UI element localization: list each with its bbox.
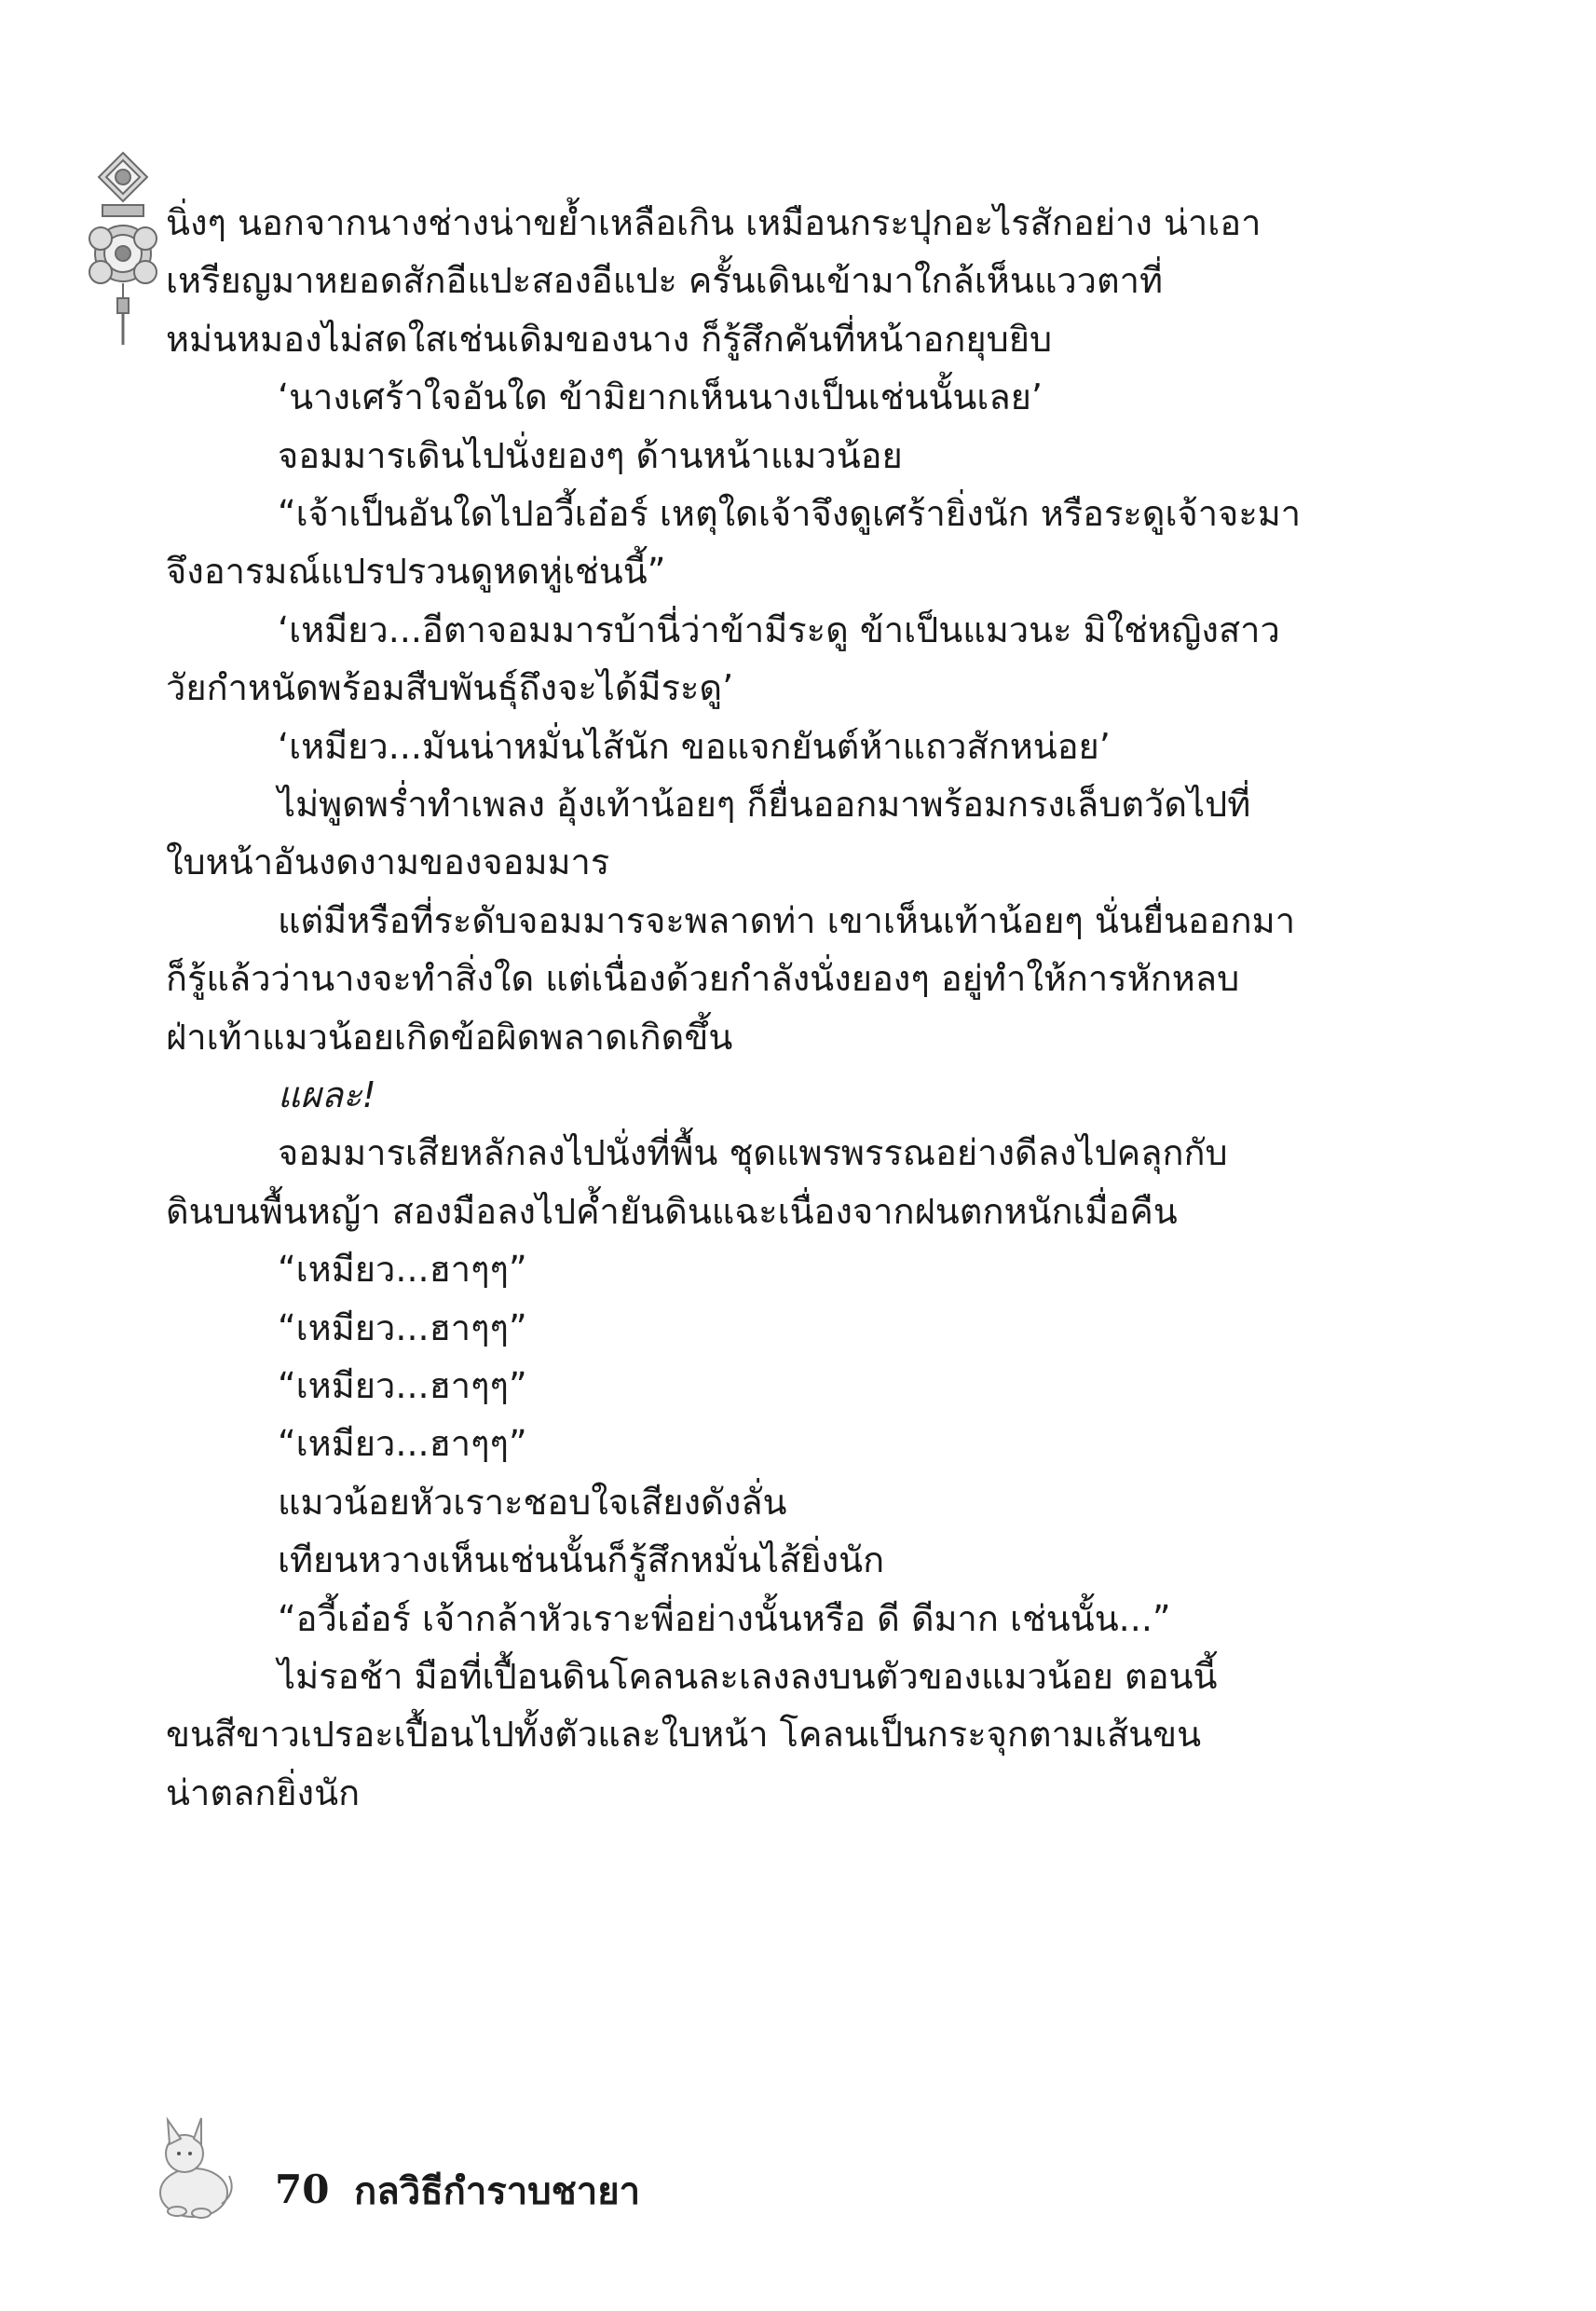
ornamental-seal-icon — [67, 149, 179, 349]
text-line: หม่นหมองไม่สดใสเช่นเดิมของนาง ก็รู้สึกคันที่หน้าอกยุบยิบ — [166, 319, 1053, 360]
text-line: น่าตลกยิ่งนัก — [166, 1772, 361, 1813]
text-line: “อวี้เอ๋อร์ เจ้ากล้าหัวเราะพี่อย่างนั้นหรือ ดี ดีมาก เช่นนั้น...” — [278, 1598, 1171, 1639]
text-line: จึงอารมณ์แปรปรวนดูหดหู่เช่นนี้” — [166, 551, 666, 592]
text-line: ไม่รอช้า มือที่เปื้อนดินโคลนละเลงลงบนตัวของแมวน้อย ตอนนี้ — [278, 1656, 1218, 1697]
text-line: แมวน้อยหัวเราะชอบใจเสียงดังลั่น — [278, 1482, 787, 1523]
text-line: จอมมารเสียหลักลงไปนั่งที่พื้น ชุดแพรพรรณอย่างดีลงไปคลุกกับ — [278, 1132, 1228, 1173]
text-line: “เหมียว...ฮาๆๆ” — [278, 1423, 527, 1464]
page-number: 70 — [275, 2167, 330, 2212]
text-line: นิ่งๆ นอกจากนางช่างน่าขย้ำเหลือเกิน เหมือนกระปุกอะไรสักอย่าง น่าเอา — [166, 202, 1262, 243]
text-line: แผละ! — [278, 1074, 376, 1115]
text-line: “เหมียว...ฮาๆๆ” — [278, 1307, 527, 1348]
text-line: เหรียญมาหยอดสักอีแปะสองอีแปะ ครั้นเดินเข้ามาใกล้เห็นแววตาที่ — [166, 260, 1164, 301]
text-line: ‘เหมียว...มันน่าหมั่นไส้นัก ขอแจกยันต์ห้าแถวสักหน่อย’ — [278, 726, 1111, 767]
text-line: ขนสีขาวเปรอะเปื้อนไปทั้งตัวและใบหน้า โคลนเป็นกระจุกตามเส้นขน — [166, 1714, 1202, 1755]
book-title: กลวิธีกำราบชายา — [354, 2170, 641, 2213]
cat-illustration-icon — [140, 2111, 242, 2222]
text-line: ‘นางเศร้าใจอันใด ข้ามิยากเห็นนางเป็นเช่นนั้นเลย’ — [278, 376, 1044, 417]
text-line: “เหมียว...ฮาๆๆ” — [278, 1249, 527, 1290]
page-footer — [140, 2111, 699, 2222]
text-line: เทียนหวางเห็นเช่นนั้นก็รู้สึกหมั่นไส้ยิ่งนัก — [278, 1539, 885, 1580]
text-line: วัยกำหนัดพร้อมสืบพันธุ์ถึงจะได้มีระดู’ — [166, 667, 734, 708]
text-line: ‘เหมียว...อีตาจอมมารบ้านี่ว่าข้ามีระดู ข้าเป็นแมวนะ มิใช่หญิงสาว — [278, 609, 1280, 650]
text-line: “เหมียว...ฮาๆๆ” — [278, 1365, 527, 1406]
text-line: “เจ้าเป็นอันใดไปอวี้เอ๋อร์ เหตุใดเจ้าจึงดูเศร้ายิ่งนัก หรือระดูเจ้าจะมา — [278, 493, 1302, 534]
text-line: จอมมารเดินไปนั่งยองๆ ด้านหน้าแมวน้อย — [278, 435, 903, 476]
text-line: ก็รู้แล้วว่านางจะทำสิ่งใด แต่เนื่องด้วยกำลังนั่งยองๆ อยู่ทำให้การหักหลบ — [166, 958, 1240, 999]
text-line: ไม่พูดพร่ำทำเพลง อุ้งเท้าน้อยๆ ก็ยื่นออกมาพร้อมกรงเล็บตวัดไปที่ — [278, 784, 1251, 825]
text-line: ดินบนพื้นหญ้า สองมือลงไปค้ำยันดินแฉะเนื่องจากฝนตกหนักเมื่อคืน — [166, 1191, 1178, 1232]
text-line: แต่มีหรือที่ระดับจอมมารจะพลาดท่า เขาเห็นเท้าน้อยๆ นั่นยื่นออกมา — [278, 900, 1296, 941]
text-line: ใบหน้าอันงดงามของจอมมาร — [166, 841, 610, 882]
text-line: ฝ่าเท้าแมวน้อยเกิดข้อผิดพลาดเกิดขึ้น — [166, 1017, 733, 1058]
